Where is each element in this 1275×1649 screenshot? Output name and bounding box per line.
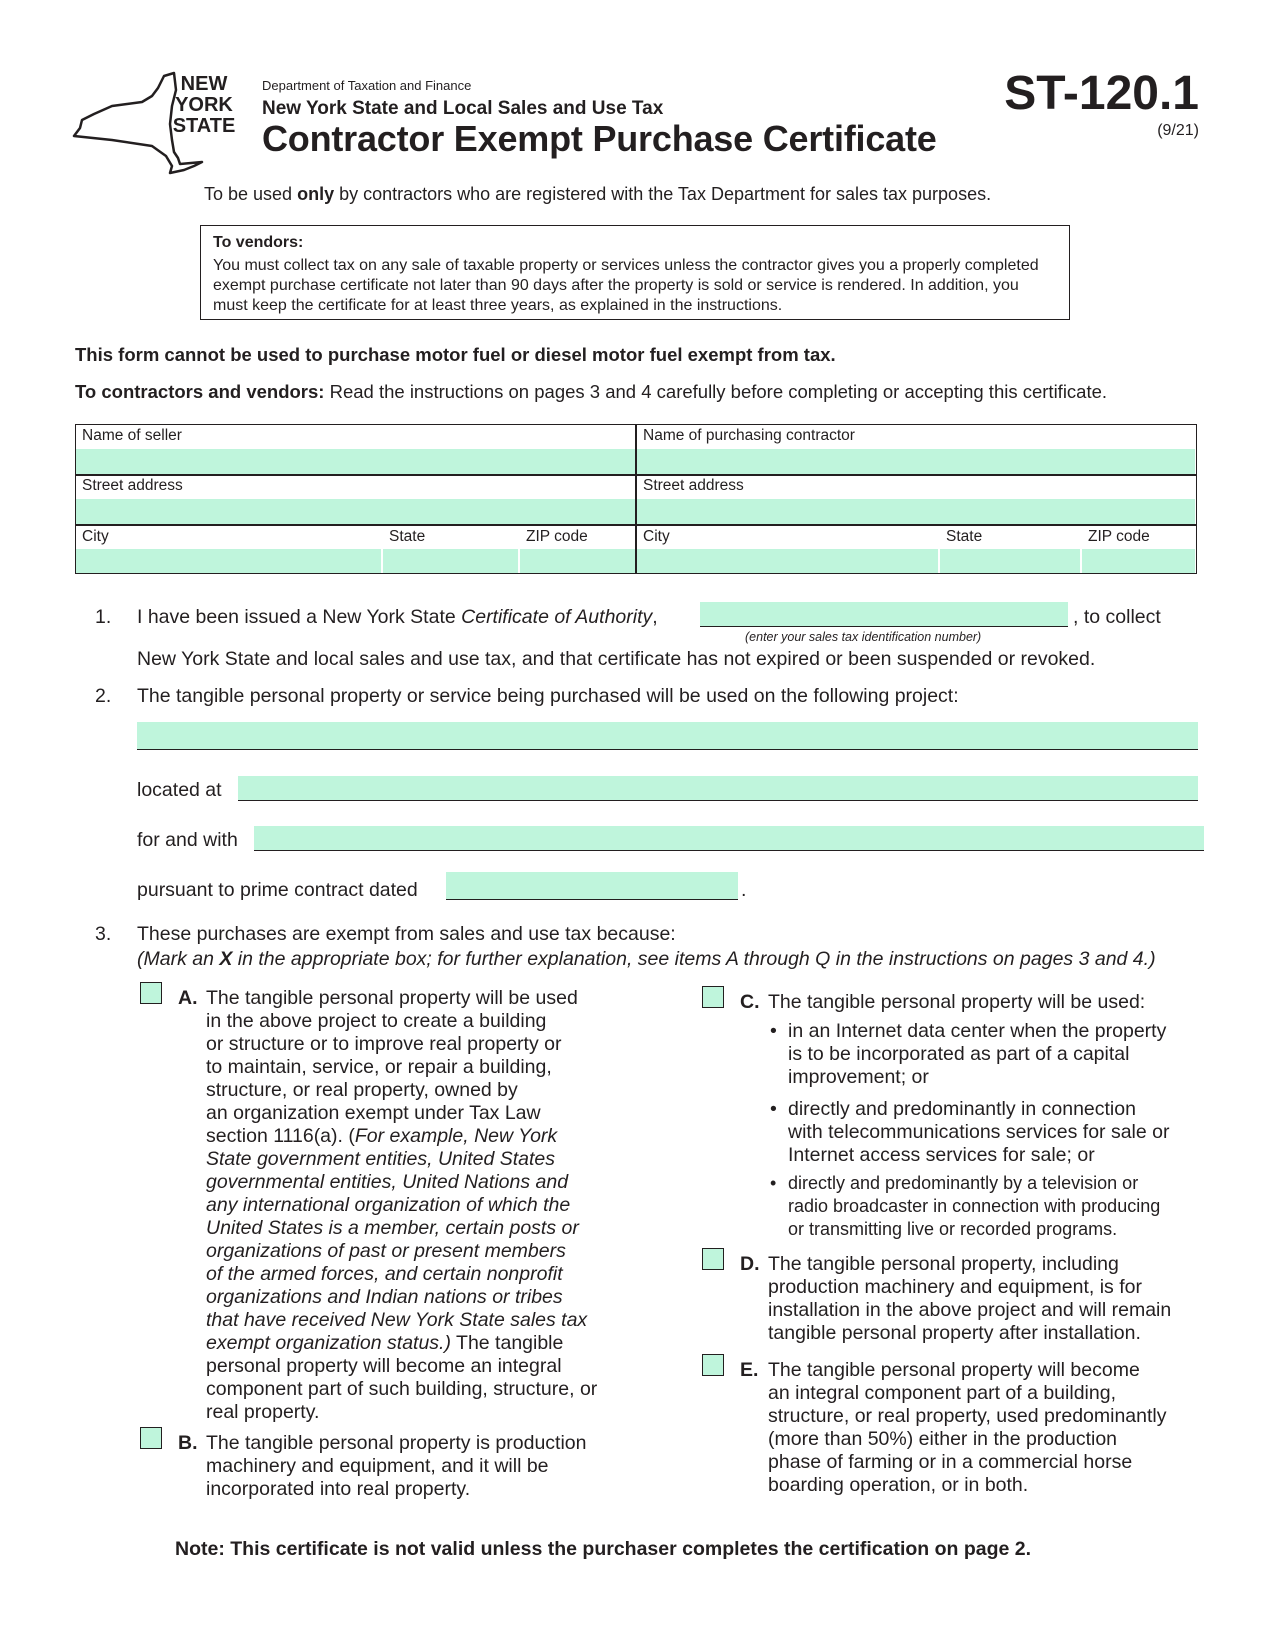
purchaser-name-field[interactable] (637, 449, 1195, 474)
fuel-warning: This form cannot be used to purchase motor fuel or diesel motor fuel exempt from tax. (75, 344, 836, 365)
purchaser-city-field[interactable] (637, 549, 938, 573)
purchaser-street-field[interactable] (637, 499, 1195, 524)
vendor-notice-box (200, 225, 1070, 320)
seller-state-field[interactable] (383, 549, 518, 573)
item2-text: The tangible personal property or service being purchased will be used on the following project: (137, 685, 959, 707)
option-a-letter: A. (178, 987, 198, 1009)
seller-state-cell (383, 526, 519, 573)
purchaser-name-cell (637, 425, 1195, 474)
seller-city-cell (76, 526, 382, 573)
option-e-letter: E. (740, 1359, 759, 1381)
option-b-text: The tangible personal property is production machinery and equipment, and it will be incorporated into real property. (206, 1432, 587, 1500)
seller-zip-field[interactable] (520, 549, 635, 573)
prime-contract-date-field[interactable] (446, 872, 738, 900)
located-at-label: located at (137, 779, 222, 801)
logo-wordmark: NEW YORK STATE (172, 73, 236, 137)
option-d-text: The tangible personal property, including production machinery and equipment, is for installation in the above project and will remain tangible personal property after installation. (768, 1253, 1172, 1344)
purchaser-zip-cell (1082, 526, 1195, 573)
item2-number: 2. (95, 685, 112, 707)
item1-text: I have been issued a New York State Certificate of Authority, (137, 606, 658, 628)
validity-note: Note: This certificate is not valid unless the purchaser completes the certification on page 2. (175, 1538, 1032, 1560)
item1-number: 1. (95, 606, 112, 628)
checkbox-e[interactable] (702, 1354, 724, 1376)
seller-zip-cell (520, 526, 635, 573)
option-e-text: The tangible personal property will become an integral component part of a building, structure, or real property, used predominantly (more than 50%) either in the production phase of farming or in a commercial horse boarding operation, or in both. (768, 1359, 1167, 1496)
for-and-with-field[interactable] (254, 826, 1204, 851)
sales-tax-id-field[interactable] (700, 602, 1068, 627)
option-c-text: The tangible personal property will be used: (768, 991, 1146, 1013)
option-d-letter: D. (740, 1253, 760, 1275)
item1-text-end: , to collect (1073, 606, 1161, 628)
item3-text: These purchases are exempt from sales and use tax because: (137, 923, 676, 945)
contractors-instruction: To contractors and vendors: Read the instructions on pages 3 and 4 carefully before completing or accepting this certificate. (75, 381, 1108, 402)
form-subtitle: New York State and Local Sales and Use Tax (262, 98, 664, 119)
option-a-text: The tangible personal property will be used in the above project to create a building or structure or to improve real property or to maintain, service, or repair a building, structure, or real property, owned by an organization exempt under Tax Law section 1116(a). (For example, New York State government entities, United States governmental entities, United Nations and any international organization of which the United States is a member, certain posts or organizations of past or present members of the armed forces, and certain nonprofit organizations and Indian nations or tribes that have received New York State sales tax exempt organization status.) The tangible personal property will become an integral component part of such building, structure, or real property. (206, 987, 598, 1423)
located-at-field[interactable] (238, 776, 1198, 801)
purchaser-state-cell (940, 526, 1081, 573)
seller-state-label: State (389, 528, 426, 545)
purchaser-street-cell (637, 475, 1195, 524)
usage-statement: To be used only by contractors who are registered with the Tax Department for sales tax purposes. (204, 184, 992, 204)
seller-name-cell (76, 425, 635, 474)
seller-purchaser-grid (75, 424, 1197, 574)
seller-city-label: City (82, 528, 109, 545)
prime-contract-label: pursuant to prime contract dated (137, 879, 418, 901)
seller-name-label: Name of seller (82, 427, 182, 444)
checkbox-c[interactable] (702, 986, 724, 1008)
seller-city-field[interactable] (76, 549, 381, 573)
purchaser-zip-field[interactable] (1082, 549, 1195, 573)
checkbox-a[interactable] (140, 982, 162, 1004)
page-title: Contractor Exempt Purchase Certificate (262, 118, 937, 159)
form-revision: (9/21) (1157, 122, 1199, 139)
form-number: ST-120.1 (1004, 67, 1199, 120)
vendor-notice-text: You must collect tax on any sale of taxable property or services unless the contractor gives you a properly completed exempt purchase certificate not later than 90 days after the property is sold or service is rendered. In addition, you must keep the certificate for at least three years, as explained in the instructions. (213, 257, 1039, 314)
purchaser-zip-label: ZIP code (1088, 528, 1150, 545)
seller-zip-label: ZIP code (526, 528, 588, 545)
seller-street-field[interactable] (76, 499, 635, 524)
purchaser-state-field[interactable] (940, 549, 1080, 573)
vendor-notice-heading: To vendors: (213, 234, 304, 251)
purchaser-city-cell (637, 526, 939, 573)
seller-street-cell (76, 475, 635, 524)
item3-number: 3. (95, 923, 112, 945)
department-name: Department of Taxation and Finance (262, 78, 472, 93)
prime-contract-period: . (741, 879, 747, 901)
checkbox-d[interactable] (702, 1248, 724, 1270)
option-b-letter: B. (178, 1432, 198, 1454)
purchaser-city-label: City (643, 528, 670, 545)
seller-street-label: Street address (82, 477, 183, 494)
purchaser-state-label: State (946, 528, 983, 545)
sales-tax-id-hint: (enter your sales tax identification number) (745, 630, 982, 644)
purchaser-name-label: Name of purchasing contractor (643, 427, 855, 444)
item1-text-line2: New York State and local sales and use tax, and that certificate has not expired or been suspended or revoked. (137, 648, 1096, 670)
option-c-letter: C. (740, 991, 760, 1013)
for-and-with-label: for and with (137, 829, 238, 851)
seller-name-field[interactable] (76, 449, 635, 474)
project-field[interactable] (137, 722, 1198, 750)
checkbox-b[interactable] (140, 1427, 162, 1449)
purchaser-street-label: Street address (643, 477, 744, 494)
new-york-state-logo (72, 70, 242, 178)
item3-instructions: (Mark an X in the appropriate box; for further explanation, see items A through Q in the instructions on pages 3 and 4.) (137, 948, 1156, 970)
